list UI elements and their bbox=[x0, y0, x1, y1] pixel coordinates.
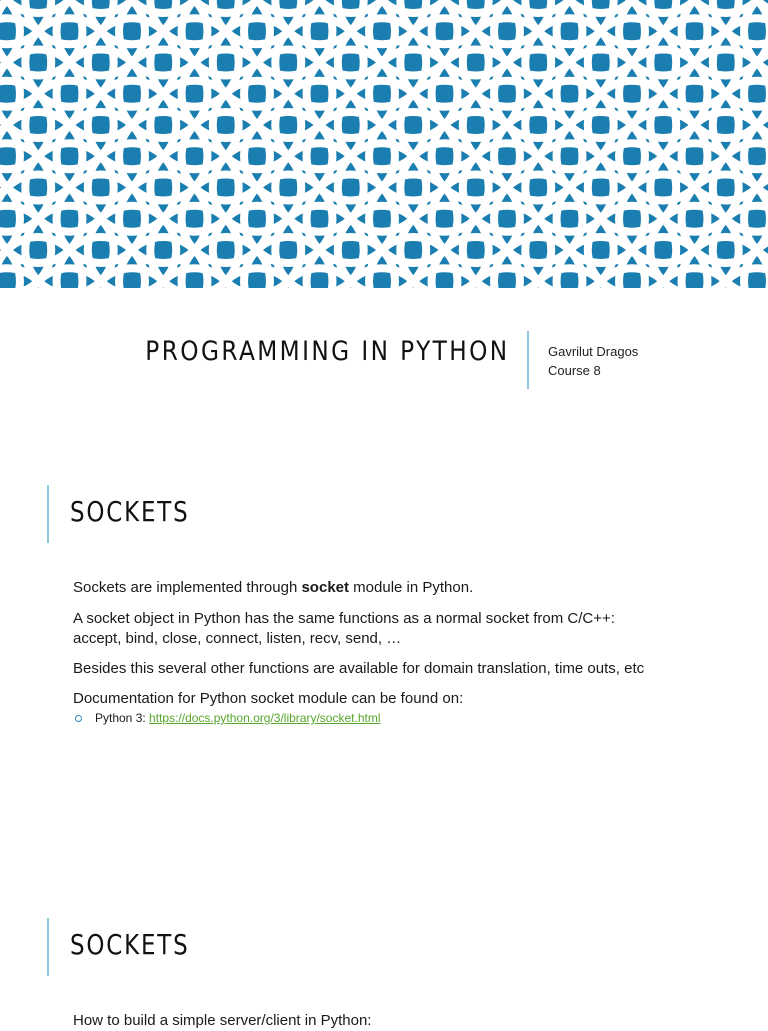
presentation-title: PROGRAMMING IN PYTHON bbox=[145, 336, 510, 367]
text-line: accept, bind, close, connect, listen, recv, send, … bbox=[73, 630, 402, 647]
author-block bbox=[548, 342, 638, 380]
paragraph-intro bbox=[73, 578, 713, 598]
title-slide bbox=[0, 288, 768, 438]
pattern-banner bbox=[0, 0, 768, 288]
title-divider bbox=[527, 331, 529, 389]
slide-sockets-server bbox=[0, 903, 768, 1029]
text-line: A socket object in Python has the same functions as a normal socket from C/C++: bbox=[73, 610, 615, 627]
slide-title: SOCKETS bbox=[70, 495, 190, 528]
course-label: Course 8 bbox=[548, 363, 601, 378]
text-run: Sockets are implemented through bbox=[73, 579, 302, 596]
docs-link[interactable]: https://docs.python.org/3/library/socket.html bbox=[149, 711, 381, 725]
bold-keyword: socket bbox=[301, 579, 349, 596]
paragraph-howto: How to build a simple server/client in Python: bbox=[73, 1012, 372, 1029]
bullet-circle-icon bbox=[75, 715, 82, 722]
slide-sockets-intro bbox=[0, 470, 768, 870]
text-run: module in Python. bbox=[349, 579, 474, 596]
paragraph-functions bbox=[73, 609, 713, 649]
accent-bar bbox=[47, 485, 49, 543]
paragraph-extra: Besides this several other functions are available for domain translation, time outs, etc bbox=[73, 660, 645, 677]
circle-lattice-pattern bbox=[0, 0, 768, 288]
paragraph-docs: Documentation for Python socket module can be found on: bbox=[73, 690, 464, 707]
slide-title: SOCKETS bbox=[70, 928, 190, 961]
list-item bbox=[75, 710, 381, 726]
bullet-label: Python 3: bbox=[95, 711, 150, 725]
author-name: Gavrilut Dragos bbox=[548, 344, 639, 359]
accent-bar bbox=[47, 918, 49, 976]
